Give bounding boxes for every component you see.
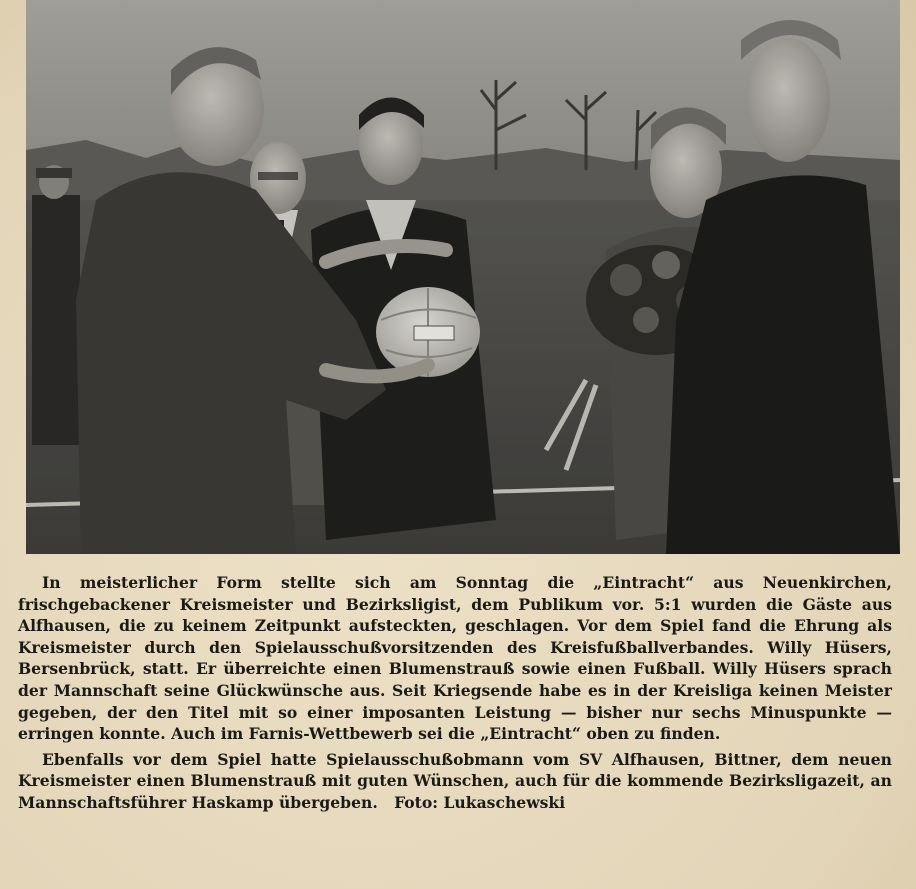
- photo-grain: [26, 0, 900, 554]
- caption-paragraph-2-text: Ebenfalls vor dem Spiel hatte Spielausschußobmann vom SV Alfhausen, Bittner, dem neuen Kreismeister einen Blumenstrauß mit guten Wünschen, auch für die kommende Bezirksligazeit, an Mannschaftsführer Haskamp übergeben.: [18, 749, 892, 812]
- photo-caption: [18, 572, 892, 814]
- photo-credit: Foto: Lukaschewski: [394, 792, 566, 812]
- news-photo: [26, 0, 900, 554]
- caption-paragraph-2: [18, 749, 892, 814]
- photo-illustration: [26, 0, 900, 554]
- caption-paragraph-1: In meisterlicher Form stellte sich am Sonntag die „Eintracht“ aus Neuenkirchen, frischgebackener Kreismeister und Bezirksligist, dem Publikum vor. 5:1 wurden die Gäste aus Alfhausen, die zu keinem Zeitpunkt aufsteckten, geschlagen. Vor dem Spiel fand die Ehrung als Kreismeister durch den Spielausschußvorsitzenden des Kreisfußballverbandes. Willy Hüsers, Bersenbrück, statt. Er überreichte einen Blumenstrauß sowie einen Fußball. Willy Hüsers sprach der Mannschaft seine Glückwünsche aus. Seit Kriegsende habe es in der Kreisliga keinen Meister gegeben, der den Titel mit so einer imposanten Leistung — bisher nur sechs Minuspunkte — erringen konnte. Auch im Farnis-Wettbewerb sei die „Eintracht“ oben zu finden.: [18, 573, 892, 744]
